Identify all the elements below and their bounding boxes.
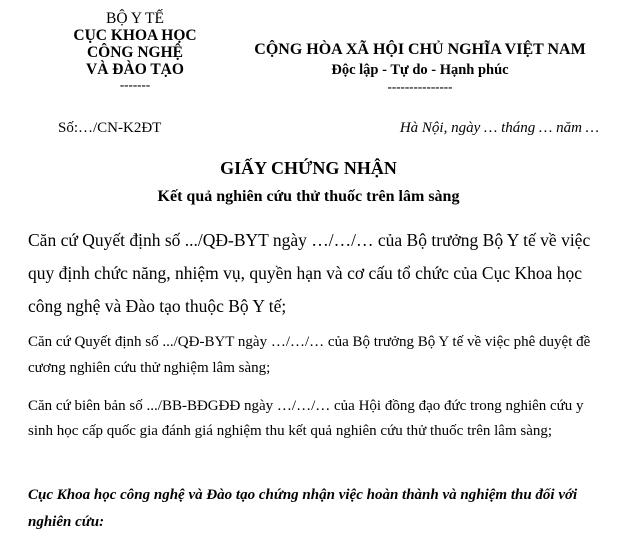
department-name-line1: CỤC KHOA HỌC — [73, 27, 197, 44]
department-name-line2: CÔNG NGHỆ — [86, 44, 184, 61]
paragraph-legal-basis-2: Căn cứ Quyết định số .../QĐ-BYT ngày …/…/… của Bộ trưởng Bộ Y tế về việc phê duyệt đề cương nghiên cứu thử nghiệm lâm sàng; — [28, 334, 591, 376]
department-name-line3: VÀ ĐÀO TẠO — [86, 61, 184, 78]
right-header-separator: --------------- — [387, 79, 453, 94]
left-header-separator: ------- — [119, 77, 151, 92]
national-header — [230, 40, 610, 94]
document-number: Số:…/CN-K2ĐT — [58, 120, 162, 136]
nation-name: CỘNG HÒA XÃ HỘI CHỦ NGHĨA VIỆT NAM — [254, 41, 586, 58]
document-title: GIẤY CHỨNG NHẬN — [220, 158, 397, 178]
paragraph-certification: Cục Khoa học công nghệ và Đào tạo chứng nhận việc hoàn thành và nghiệm thu đối với nghiên cứu: — [28, 487, 578, 530]
document-subtitle: Kết quả nghiên cứu thử thuốc trên lâm sàng — [157, 188, 460, 205]
ministry-name: BỘ Y TẾ — [106, 10, 164, 27]
national-motto: Độc lập - Tự do - Hạnh phúc — [331, 62, 509, 78]
issuing-agency-header — [40, 10, 230, 92]
paragraph-legal-basis-3: Căn cứ biên bản số .../BB-BĐGĐĐ ngày …/…/… của Hội đồng đạo đức trong nghiên cứu y sinh học cấp quốc gia đánh giá nghiệm thu kết quả nghiên cứu thử thuốc trên lâm sàng; — [28, 398, 584, 439]
place-and-date: Hà Nội, ngày … tháng … năm … — [399, 120, 599, 136]
paragraph-legal-basis-1: Căn cứ Quyết định số .../QĐ-BYT ngày …/…/… của Bộ trưởng Bộ Y tế về việc quy định chức năng, nhiệm vụ, quyền hạn và cơ cấu tổ chức của Cục Khoa học công nghệ và Đào tạo thuộc Bộ Y tế; — [28, 230, 591, 316]
